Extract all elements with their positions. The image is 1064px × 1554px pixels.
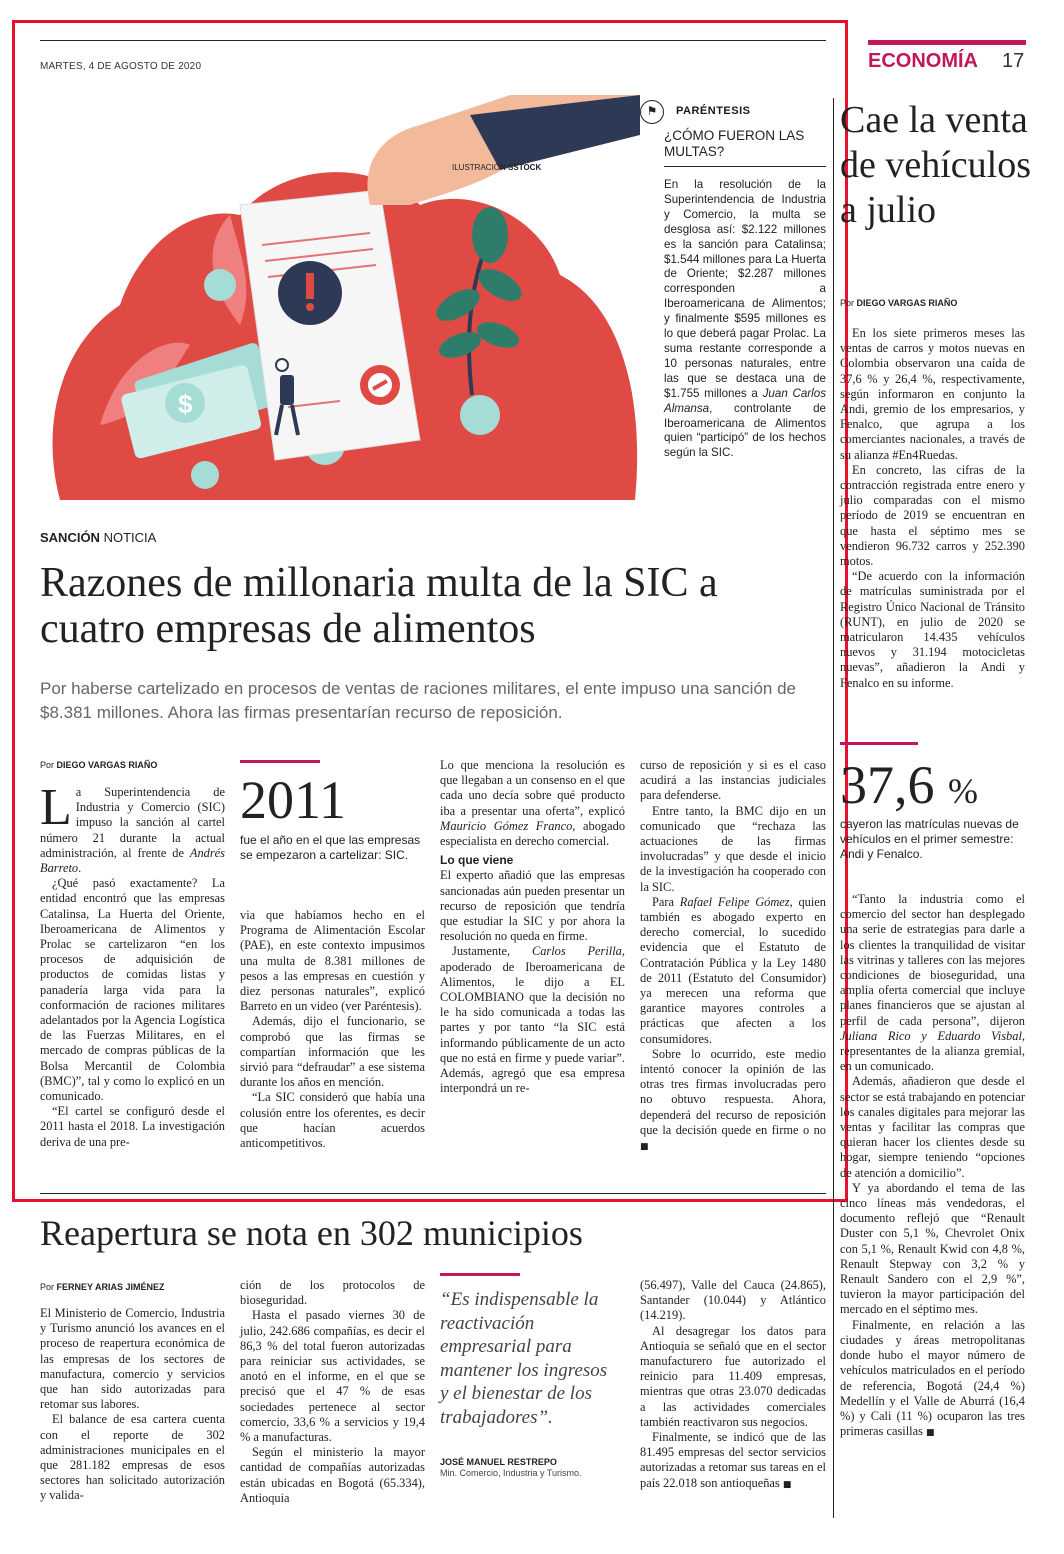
second-headline: Reapertura se nota en 302 municipios [40, 1213, 583, 1253]
second-column-1 [40, 1306, 225, 1504]
side-paragraph-7: Finalmente, en relación a las ciudades y áreas metropolitanas donde hubo el mayor número de vehículos matriculados en el período de referencia, Bogotá (24,4 %) Medellín y el Valle de Aburrá (16,4 %) y Cali (11 %) ocuparon las tres primeras casillas [840, 1317, 1025, 1439]
col2-paragraph-2: Además, dijo el funcionario, se comprobó que las firmas se compartían información que les sirvió para “defraudar” a ese sistema durante los años en mención. [240, 1014, 425, 1090]
col2-paragraph-3: “La SIC consideró que había una colusión entre los oferentes, es decir que hacían acuerdos anticompetitivos. [240, 1090, 425, 1151]
main-headline: Razones de millonaria multa de la SIC a cuatro empresas de alimentos [40, 560, 718, 652]
side-headline: Cae la venta de vehículos a julio [840, 99, 1032, 231]
col2-paragraph-1: via que habíamos hecho en el Programa de Alimentación Escolar (PAE), en este contexto impusimos una multa de 8.381 millones de pesos a las empresas en cuestión y diez personas naturales”, explicó Barreto en un video (ver Paréntesis). [240, 908, 425, 1014]
end-mark: ■ [640, 1142, 649, 1153]
credit-source: SSTOCK [508, 163, 542, 172]
second-col2-paragraph-1: ción de los protocolos de bioseguridad. [240, 1278, 425, 1308]
parentesis-question: ¿CÓMO FUERON LAS MULTAS? [664, 128, 805, 159]
stat-2011-caption: fue el año en el que las empresas se empezaron a cartelizar: SIC. [240, 833, 421, 862]
col1-paragraph-3: “El cartel se configuró desde el 2011 hasta el 2018. La investigación deriva de una pre- [40, 1104, 225, 1149]
kicker-type: NOTICIA [103, 530, 157, 545]
main-column-1: La Superintendencia de Industria y Comercio (SIC) impuso la sanción al cartel número 21 durante la actual administración, al frente de Andrés Barreto. ¿Qué pasó exactamente? La entidad encontró que las empresas Catalinsa, La Huerta del Oriente, Iberoamericana de Alimentos y Prolac se cartelizaron “en los procesos de adquisición de productos de comidas listas y panadería larga vida para la conformación de raciones militares adelantados por la Agencia Logística de las Fuerzas Militares, en el mercado de compras públicas de la Bolsa Mercantil de Colombia (BMC)”, tal y como lo explicó en un comunicado. “El cartel se configuró desde el 2011 hasta el 2018. La investigación deriva de una pre- [40, 779, 225, 1149]
second-byline-author: FERNEY ARIAS JIMÉNEZ [56, 1282, 165, 1292]
quote-accent-bar [440, 1273, 520, 1276]
second-col2-paragraph-2: Hasta el pasado viernes 30 de julio, 242.686 compañías, es decir el 86,3 % del total fueron autorizadas para reiniciar sus actividades, se anotó en el informe, en el que se precisó que el 47 % de esas sociedades pertenece al sector comercio, 33,6 % a servicios y 19,4 % a manufacturas. [240, 1308, 425, 1445]
stat-37-6-unit: % [948, 771, 978, 811]
second-col1-paragraph-2: El balance de esa cartera cuenta con el reporte de 302 administraciones municipales en el que 281.182 empresas de esos sectores han solicitado autorización y valida- [40, 1412, 225, 1503]
kicker-bold: SANCIÓN [40, 530, 100, 545]
page-number: 17 [1002, 50, 1025, 72]
col3-name: Mauricio Gómez Franco [440, 818, 573, 833]
illustration-credit [452, 163, 541, 172]
col3-p3-text: Justamente, [452, 944, 511, 959]
parentesis-label: PARÉNTESIS [676, 105, 751, 117]
stat-accent-bar [240, 760, 320, 763]
svg-text:$: $ [178, 389, 193, 419]
stat-37-6-caption: cayeron las matrículas nuevas de vehículos en el primer semestre: Andi y Fenalco. [840, 817, 1019, 861]
parentesis-rule [664, 166, 826, 167]
section-name: ECONOMÍA [868, 50, 978, 72]
second-col4-paragraph-2: Al desagregar los datos para Antioquia se señaló que en el sector manufacturero fue autorizado el reinicio para 11.409 empresas, mientras que otras 23.070 dedicadas a las actividades comerciales también reactivaron sus negocios. [640, 1323, 826, 1429]
top-rule [40, 40, 826, 41]
side-stat-accent-bar [840, 742, 918, 745]
side-column-top [840, 326, 1025, 691]
col4-p3-text-end: , quien también es abogado experto en derecho comercial, lo sucedido evidencia que el Estatuto de Contratación Pública y la Ley 1480 de 2011 (Estatuto del Consumidor) ya merecen una reforma que garantice mayores controles a prácticas que afecten a los consumidores. [640, 894, 826, 1046]
side-p4-names: Juliana Rico y Eduardo Visbal [840, 1028, 1022, 1043]
main-byline [40, 760, 157, 770]
side-paragraph-3: “De acuerdo con la información de matrículas suministrada por el Registro Único Nacional de Tránsito (RUNT), en julio de 2020 se matricularon 14.435 vehículos nuevos y 31.194 motocicletas nuevas”, añadieron la Andi y Fenalco en su informe. [840, 569, 1025, 690]
quote-role: Min. Comercio, Industria y Turismo. [440, 1468, 582, 1478]
col3-p3-text-end: , apoderado de Iberoamericana de Alimentos, le dijo a EL COLOMBIANO que la decisión no le ha sido comunicada a todas las partes y por tanto “la SIC está informando públicamente de un acto que no está en firme y puede variar”. Además, agregó que esa empresa interpondrá un re- [440, 944, 625, 1096]
col1-name: Andrés Barreto [40, 845, 225, 876]
col3-p3-name: Carlos Perilla [531, 944, 622, 959]
second-col1-paragraph-1: El Ministerio de Comercio, Industria y Turismo anunció los avances en el proceso de reapertura económica de las empresas de los sectores de manufactura, comercio y servicios que han sido autorizadas para retomar sus labores. [40, 1306, 225, 1412]
col1-paragraph-2: ¿Qué pasó exactamente? La entidad encontró que las empresas Catalinsa, La Huerta del Oriente, Iberoamericana de Alimentos y Prolac se cartelizaron “en los procesos de adquisición de productos de comidas listas y panadería larga vida para la conformación de raciones militares adelantados por la Agencia Logística de las Fuerzas Militares, en el mercado de compras públicas de la Bolsa Mercantil de Colombia (BMC)”, tal y como lo explicó en un comunicado. [40, 876, 225, 1104]
col3-text-end: , abogado especialista en derecho comercial. [440, 818, 626, 849]
column-divider [833, 98, 834, 1518]
stat-37-6-value: 37,6 [840, 755, 935, 815]
side-paragraph-2: En concreto, las cifras de la contracción registrada entre enero y julio comparadas con el mismo período de 2019 se encuentran en que hasta el séptimo mes se vendieron 96.732 carros y 252.390 motos. [840, 462, 1025, 569]
second-col4-paragraph-3: Finalmente, se indicó que de las 81.495 empresas del sector servicios autorizadas a retomar sus tareas en el país 22.018 son antioqueñas [640, 1430, 826, 1490]
byline-prefix: Por [40, 760, 55, 770]
stat-2011: 2011 [240, 770, 346, 830]
side-byline-author: DIEGO VARGAS RIAÑO [856, 298, 958, 308]
col3-text: Lo que menciona la resolución es que llegaban a un consenso en el que cada uno decía sobre qué producto iba a presentar una oferta”, explicó [440, 758, 625, 818]
main-column-3 [440, 758, 625, 1096]
pull-quote: “Es indispensable la reactivación empresarial para mantener los ingresos y el bienestar de los trabajadores”. [440, 1289, 608, 1428]
fine-illustration [40, 95, 640, 505]
side-p4-text-end: , representantes de la alianza gremial, en un comunicado. [840, 1028, 1025, 1074]
second-end-mark: ■ [782, 1479, 792, 1490]
main-column-2 [240, 908, 425, 1151]
side-byline-prefix: Por [840, 298, 855, 308]
side-paragraph-5: Además, añadieron que desde el sector se está trabajando en potenciar los canales digitales para mejorar las ventas y facilitar las compras que quieran hacer los clientes desde su hogar, siempre teniendo “opciones de atención a domicilio”. [840, 1074, 1025, 1180]
stat-37-6 [840, 755, 978, 818]
parentesis-text: En la resolución de la Superintendencia de Industria y Comercio, la multa se desglosa así: $2.122 millones es la sanción para Catalinsa; $1.544 millones para La Huerta de Oriente; $2.287 millones corresponden a Iberoamericana de Alimentos; y finalmente $595 millones es lo que deberá pagar Prolac. La suma restante corresponde a 10 personas naturales, entre las que se destaca una de $1.755 millones a [664, 178, 826, 400]
parentesis-text-end: , controlante de Iberoamericana de Alimentos quien “participó” de los hechos según la SIC. [664, 401, 826, 460]
side-end-mark: ■ [926, 1428, 935, 1439]
dropcap: L [40, 779, 72, 836]
second-column-2 [240, 1278, 425, 1506]
second-byline [40, 1282, 165, 1292]
side-paragraph-6: Y ya abordando el tema de las cinco líneas más vendedoras, el documento reflejó que “Renault Duster con 5,1 %, Chevrolet Onix con 5,1 %, Renault Kwid con 4,8 %, Renault Stepway con 3,2 % y Renault Sandero con el 2,9 %”, tuvieron la mayor participación del mercado en el séptimo mes. [840, 1180, 1025, 1317]
issue-date: MARTES, 4 DE AGOSTO DE 2020 [40, 61, 202, 72]
second-byline-prefix: Por [40, 1282, 55, 1292]
second-col4-paragraph-1: (56.497), Valle del Cauca (24.865), Santander (10.044) y Atlántico (14.219). [640, 1278, 826, 1323]
main-dek: Por haberse cartelizado en procesos de ventas de raciones militares, el ente impuso una sanción de $8.381 millones. Ahora las firmas presentarían recurso de reposición. [40, 679, 796, 722]
col4-paragraph-1: curso de reposición y si es el caso acudirá a las instancias judiciales para defenderse. [640, 758, 826, 803]
parentesis-name: Juan Carlos Almansa [664, 386, 826, 415]
side-column-bottom [840, 892, 1025, 1441]
main-column-4 [640, 758, 826, 1155]
pin-icon: ⚑ [640, 100, 664, 124]
credit-prefix: ILUSTRACIÓN [452, 163, 506, 172]
col1-text: a Superintendencia de Industria y Comercio (SIC) impuso la sanción al cartel número 21 durante la actual administración, al frente de [40, 785, 225, 860]
side-byline [840, 298, 957, 308]
section-accent-bar [868, 40, 1026, 45]
side-p4-text: “Tanto la industria como el comercio del sector han desplegado una serie de estrategias para darle a los clientes la tranquilidad de visitar las vitrinas y talleres con las mejores condiciones de bioseguridad, una amplia oferta comercial que incluye planes financieros que se ajustan al perfil de cada persona”, dijeron [840, 892, 1025, 1028]
parentesis-body [664, 178, 826, 461]
col4-p3-name: Rafael Felipe Gómez [679, 894, 790, 909]
side-paragraph-1: En los siete primeros meses las ventas de carros y motos nuevas en Colombia observaron una caída de 37,6 % y 26,4 %, respectivamente, según informaron en conjunto la Andi, gremio de los empresarios, y Fenalco, que agrupa a los comerciantes nacionales, a través de su alianza #En4Ruedas. [840, 326, 1025, 462]
second-col2-paragraph-3: Según el ministerio la mayor cantidad de compañías autorizadas están ubicadas en Bogotá (65.334), Antioquia [240, 1445, 425, 1505]
kicker [40, 530, 156, 545]
subhead-lo-que-viene: Lo que viene [440, 853, 514, 868]
col4-paragraph-4: Sobre lo ocurrido, este medio intentó conocer la opinión de las otras tres firmas involucradas pero no obtuvo respuesta. Ahora, dependerá del recurso de reposición que la decisión quede en firme o no [640, 1046, 826, 1137]
second-column-4 [640, 1278, 826, 1493]
col3-paragraph-2: El experto añadió que las empresas sancionadas aún pueden presentar un recurso de reposición que tendría que estudiar la SIC y por ahora la resolución no queda en firme. [440, 868, 625, 944]
col4-paragraph-2: Entre tanto, la BMC dijo en un comunicado que “rechaza las actuaciones de las firmas involucradas” y que desde el inicio de la investigación ha cooperado con la SIC. [640, 803, 826, 894]
byline-author: DIEGO VARGAS RIAÑO [56, 760, 158, 770]
story-separator [40, 1193, 826, 1194]
quote-author: JOSÉ MANUEL RESTREPO [440, 1457, 557, 1467]
col4-p3-text: Para [652, 894, 675, 909]
